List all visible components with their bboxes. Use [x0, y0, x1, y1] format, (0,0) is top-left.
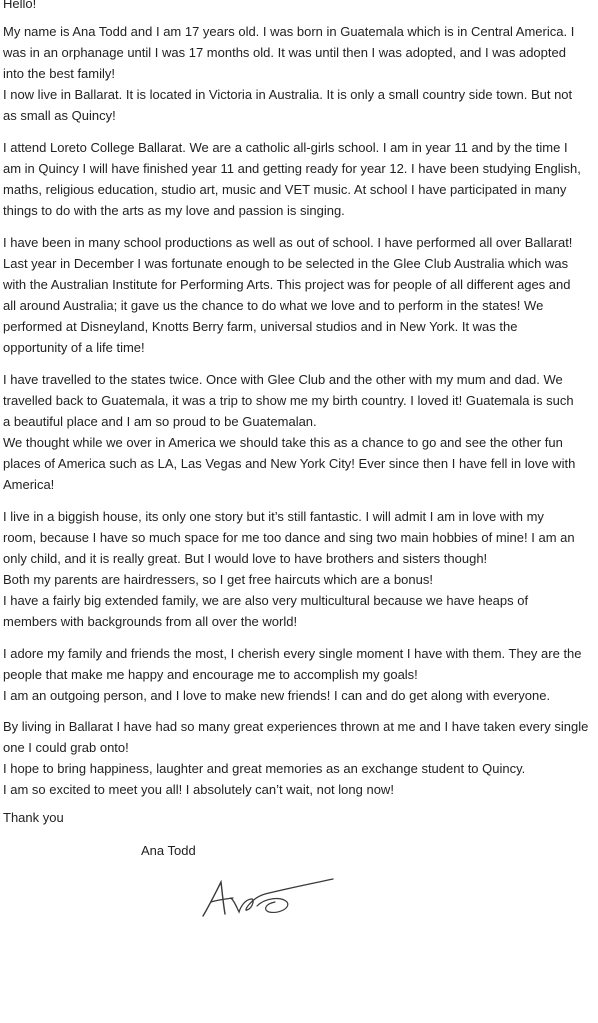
letter-line: I am an outgoing person, and I love to make new friends! I can and do get along with everyone.: [3, 688, 551, 703]
letter-line: Hello!: [3, 0, 37, 11]
letter-line: My name is Ana Todd and I am 17 years old. I was born in Guatemala which is in Central America. I: [3, 24, 575, 39]
letter-line: with the Australian Institute for Performing Arts. This project was for people of all different ages and: [3, 277, 571, 292]
letter-line: opportunity of a life time!: [3, 340, 145, 355]
letter-line: places of America such as LA, Las Vegas and New York City! Ever since then I have fell in love with: [3, 456, 576, 471]
letter-line: only child, and it is really great. But I would love to have brothers and sisters though!: [3, 551, 488, 566]
letter-line: things to do with the arts as my love and passion is singing.: [3, 203, 345, 218]
letter-line: I attend Loreto College Ballarat. We are a catholic all-girls school. I am in year 11 and by the time I: [3, 140, 568, 155]
letter-line: I am so excited to meet you all! I absolutely can’t wait, not long now!: [3, 782, 394, 797]
letter-line: performed at Disneyland, Knotts Berry farm, universal studios and in New York. It was the: [3, 319, 518, 334]
closing-line: Thank you: [3, 810, 64, 825]
letter-line: I now live in Ballarat. It is located in Victoria in Australia. It is only a small country side town. But not: [3, 87, 573, 102]
letter-line: I have been in many school productions as well as out of school. I have performed all over Ballarat!: [3, 235, 573, 250]
letter-line: members with backgrounds from all over the world!: [3, 614, 298, 629]
letter-line: America!: [3, 477, 55, 492]
letter-line: I hope to bring happiness, laughter and great memories as an exchange student to Quincy.: [3, 761, 526, 776]
letter-line: am in Quincy I will have finished year 11 and getting ready for year 12. I have been studying English,: [3, 161, 581, 176]
letter-line: a beautiful place and I am so proud to be Guatemalan.: [3, 414, 317, 429]
letter-line: Last year in December I was fortunate enough to be selected in the Glee Club Australia which was: [3, 256, 569, 271]
letter-line: maths, religious education, studio art, music and VET music. At school I have participated in many: [3, 182, 567, 197]
letter-line: all around Australia; it gave us the chance to do what we love and to perform in the states! We: [3, 298, 544, 313]
letter-line: into the best family!: [3, 66, 115, 81]
letter-line: one I could grab onto!: [3, 740, 129, 755]
handwritten-signature: [195, 872, 345, 927]
letter-line: was in an orphanage until I was 17 months old. It was until then I was adopted, and I was adopted: [3, 45, 566, 60]
letter-line: I adore my family and friends the most, I cherish every single moment I have with them. They are the: [3, 646, 582, 661]
letter-line: people that make me happy and encourage me to accomplish my goals!: [3, 667, 418, 682]
letter-line: travelled back to Guatemala, it was a trip to show me my birth country. I loved it! Guatemala is such: [3, 393, 574, 408]
letter-line: as small as Quincy!: [3, 108, 116, 123]
letter-line: room, because I have so much space for me too dance and sing two main hobbies of mine! I am an: [3, 530, 575, 545]
signature-name: Ana Todd: [141, 843, 196, 858]
letter-line: We thought while we over in America we should take this as a chance to go and see the other fun: [3, 435, 563, 450]
letter-line: I live in a biggish house, its only one story but it’s still fantastic. I will admit I am in love with my: [3, 509, 544, 524]
letter-line: Both my parents are hairdressers, so I get free haircuts which are a bonus!: [3, 572, 433, 587]
letter-line: I have travelled to the states twice. Once with Glee Club and the other with my mum and dad. We: [3, 372, 563, 387]
letter-line: By living in Ballarat I have had so many great experiences thrown at me and I have taken every single: [3, 719, 589, 734]
letter-line: I have a fairly big extended family, we are also very multicultural because we have heaps of: [3, 593, 529, 608]
